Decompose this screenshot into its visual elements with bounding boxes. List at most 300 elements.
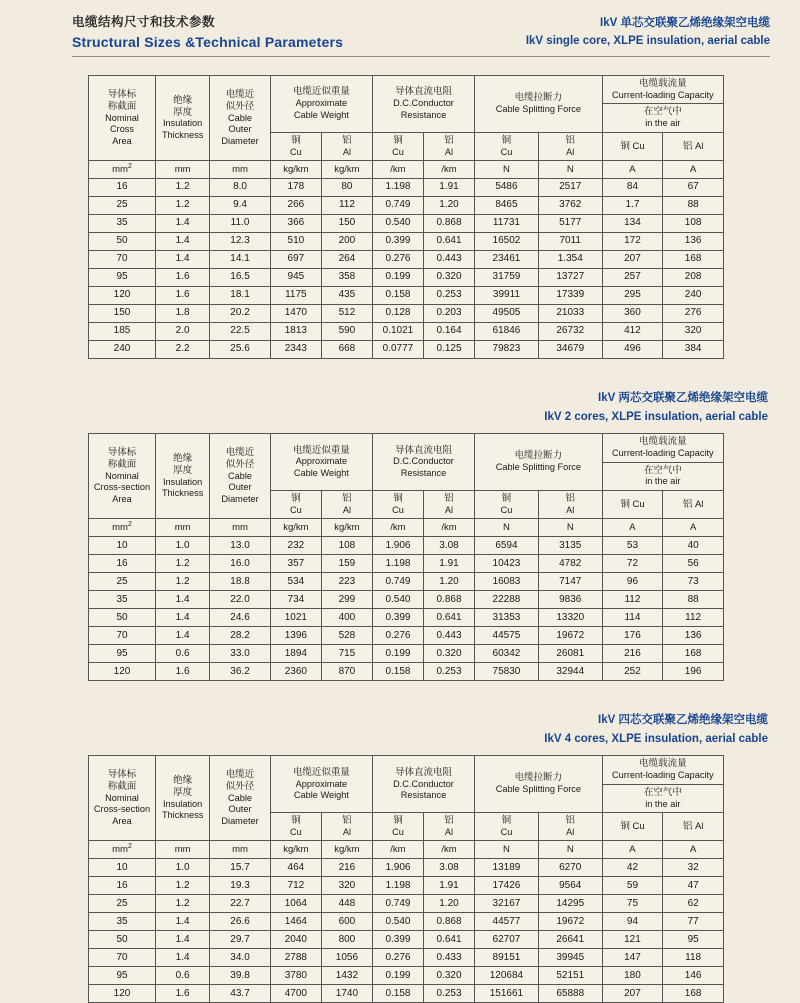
col-splitting-force: 电缆拉断力 Cable Splitting Force <box>475 76 603 133</box>
col-splitting-force: 电缆拉断力 Cable Splitting Force <box>475 756 603 813</box>
table-cell-0: 50 <box>89 931 156 949</box>
header-subtitle-en: IkV single core, XLPE insulation, aerial cable <box>525 35 770 47</box>
table-cell-4: 223 <box>321 573 372 591</box>
table-cell-9: 1.7 <box>602 197 663 215</box>
table-cell-6: 1.20 <box>423 573 474 591</box>
col-nominal-area: 导体标 称截面 Nominal Cross Area <box>89 76 156 161</box>
table-cell-8: 26641 <box>538 931 602 949</box>
table-cell-10: 208 <box>663 269 724 287</box>
table-cell-6: 1.91 <box>423 179 474 197</box>
table-cell-2: 18.8 <box>210 573 271 591</box>
table-cell-8: 52151 <box>538 967 602 985</box>
table-cell-3: 366 <box>270 215 321 233</box>
table-cell-4: 668 <box>321 341 372 359</box>
table-cell-10: 88 <box>663 197 724 215</box>
col-outer-diameter: 电缆近 似外径 Cable Outer Diameter <box>210 756 271 841</box>
table-wrapper-2 <box>0 433 800 681</box>
table-cell-10: 276 <box>663 305 724 323</box>
table-cell-0: 16 <box>89 555 156 573</box>
table-cell-8: 7011 <box>538 233 602 251</box>
table-cell-9: 114 <box>602 609 663 627</box>
table-cell-9: 75 <box>602 895 663 913</box>
table-cell-8: 13727 <box>538 269 602 287</box>
table-cell-0: 10 <box>89 859 156 877</box>
table-cell-9: 96 <box>602 573 663 591</box>
section-2-title-en: IkV 2 cores, XLPE insulation, aerial cable <box>544 411 768 424</box>
table-cell-7: 5486 <box>475 179 539 197</box>
unit-weight-al: kg/km <box>321 519 372 537</box>
table-cell-1: 1.6 <box>156 985 210 1003</box>
table-cell-0: 25 <box>89 197 156 215</box>
table-cell-0: 16 <box>89 179 156 197</box>
table-cell-10: 108 <box>663 215 724 233</box>
subcol-force-cu: 铜 Cu <box>475 813 539 841</box>
table-row <box>89 859 724 877</box>
table-cell-9: 295 <box>602 287 663 305</box>
table-cell-10: 67 <box>663 179 724 197</box>
table-cell-2: 14.1 <box>210 251 271 269</box>
table-cell-0: 95 <box>89 645 156 663</box>
table-cell-3: 2040 <box>270 931 321 949</box>
subcol-cap-al: 铝 Al <box>663 490 724 518</box>
table-cell-8: 9564 <box>538 877 602 895</box>
table-cell-2: 43.7 <box>210 985 271 1003</box>
table-cell-3: 1894 <box>270 645 321 663</box>
page-header <box>0 0 800 57</box>
units-row-1 <box>89 161 724 179</box>
table-cell-5: 1.198 <box>372 179 423 197</box>
table-cell-7: 151661 <box>475 985 539 1003</box>
table-cell-4: 112 <box>321 197 372 215</box>
section-3-title-en: IkV 4 cores, XLPE insulation, aerial cable <box>544 733 768 746</box>
table-cell-0: 25 <box>89 573 156 591</box>
table-cell-8: 26732 <box>538 323 602 341</box>
table-cell-2: 24.6 <box>210 609 271 627</box>
table-cell-9: 176 <box>602 627 663 645</box>
table-cell-2: 19.3 <box>210 877 271 895</box>
subcol-force-cu: 铜 Cu <box>475 490 539 518</box>
table-cell-0: 70 <box>89 949 156 967</box>
table-row <box>89 609 724 627</box>
table-cell-5: 1.906 <box>372 537 423 555</box>
table-cell-5: 0.199 <box>372 967 423 985</box>
table-cell-3: 734 <box>270 591 321 609</box>
table-cell-2: 33.0 <box>210 645 271 663</box>
table-cell-1: 1.2 <box>156 197 210 215</box>
table-cell-9: 134 <box>602 215 663 233</box>
table-cell-7: 16083 <box>475 573 539 591</box>
table-row <box>89 949 724 967</box>
table-cell-2: 16.5 <box>210 269 271 287</box>
table-cell-4: 108 <box>321 537 372 555</box>
table-cell-0: 16 <box>89 877 156 895</box>
subcol-res-al: 铝 Al <box>423 490 474 518</box>
table-cell-3: 2788 <box>270 949 321 967</box>
spec-table-3 <box>88 755 724 1003</box>
table-cell-9: 84 <box>602 179 663 197</box>
table-cell-2: 11.0 <box>210 215 271 233</box>
unit-thickness: mm <box>156 841 210 859</box>
table-cell-6: 0.433 <box>423 949 474 967</box>
table-cell-4: 320 <box>321 877 372 895</box>
table-cell-3: 232 <box>270 537 321 555</box>
col-cable-weight: 电缆近似重量 Approximate Cable Weight <box>270 76 372 133</box>
col-in-the-air: 在空气中 in the air <box>602 784 723 812</box>
table-row <box>89 645 724 663</box>
table-row <box>89 537 724 555</box>
table-cell-1: 1.6 <box>156 269 210 287</box>
table-cell-3: 1813 <box>270 323 321 341</box>
table-cell-4: 80 <box>321 179 372 197</box>
section-3-title-cn: IkV 四芯交联聚乙烯绝缘架空电缆 <box>598 714 768 727</box>
unit-res-cu: /km <box>372 519 423 537</box>
unit-force-cu: N <box>475 841 539 859</box>
table-row <box>89 251 724 269</box>
table-row <box>89 663 724 681</box>
table-cell-1: 1.4 <box>156 591 210 609</box>
table-cell-0: 150 <box>89 305 156 323</box>
table-cell-10: 118 <box>663 949 724 967</box>
table-cell-10: 146 <box>663 967 724 985</box>
unit-cap-al: A <box>663 841 724 859</box>
table-cell-2: 20.2 <box>210 305 271 323</box>
table-cell-4: 715 <box>321 645 372 663</box>
table-cell-10: 47 <box>663 877 724 895</box>
col-outer-diameter: 电缆近 似外径 Cable Outer Diameter <box>210 434 271 519</box>
table-cell-10: 168 <box>663 985 724 1003</box>
table-cell-0: 95 <box>89 967 156 985</box>
table-cell-6: 1.20 <box>423 895 474 913</box>
table-cell-6: 3.08 <box>423 859 474 877</box>
col-dc-resistance: 导体直流电阻 D.C.Conductor Resistance <box>372 434 474 491</box>
table-cell-8: 32944 <box>538 663 602 681</box>
unit-thickness: mm <box>156 519 210 537</box>
section-3-titles <box>0 711 800 745</box>
table-cell-8: 26081 <box>538 645 602 663</box>
table-cell-3: 1464 <box>270 913 321 931</box>
table-cell-7: 23461 <box>475 251 539 269</box>
table-cell-7: 120684 <box>475 967 539 985</box>
unit-weight-cu: kg/km <box>270 841 321 859</box>
table-row <box>89 323 724 341</box>
table-cell-2: 9.4 <box>210 197 271 215</box>
table-body-1 <box>89 179 724 359</box>
table-cell-4: 600 <box>321 913 372 931</box>
table-cell-8: 19672 <box>538 627 602 645</box>
table-cell-7: 32167 <box>475 895 539 913</box>
table-cell-5: 0.399 <box>372 233 423 251</box>
table-cell-4: 216 <box>321 859 372 877</box>
table-cell-6: 0.320 <box>423 645 474 663</box>
subcol-res-al: 铝 Al <box>423 132 474 160</box>
table-cell-0: 35 <box>89 913 156 931</box>
table-cell-3: 464 <box>270 859 321 877</box>
table-cell-7: 39911 <box>475 287 539 305</box>
table-cell-5: 1.198 <box>372 877 423 895</box>
table-cell-10: 136 <box>663 233 724 251</box>
unit-force-al: N <box>538 841 602 859</box>
table-cell-1: 0.6 <box>156 645 210 663</box>
table-header-row-2 <box>89 434 724 462</box>
table-cell-7: 31759 <box>475 269 539 287</box>
table-cell-2: 29.7 <box>210 931 271 949</box>
subcol-res-cu: 铜 Cu <box>372 132 423 160</box>
table-cell-8: 34679 <box>538 341 602 359</box>
table-cell-5: 0.199 <box>372 645 423 663</box>
subcol-force-al: 铝 Al <box>538 132 602 160</box>
table-cell-4: 1432 <box>321 967 372 985</box>
table-cell-3: 266 <box>270 197 321 215</box>
table-cell-10: 196 <box>663 663 724 681</box>
table-cell-1: 1.2 <box>156 179 210 197</box>
table-cell-6: 0.443 <box>423 251 474 269</box>
table-cell-4: 1740 <box>321 985 372 1003</box>
table-cell-5: 0.749 <box>372 197 423 215</box>
table-row <box>89 967 724 985</box>
table-cell-10: 240 <box>663 287 724 305</box>
table-cell-0: 185 <box>89 323 156 341</box>
table-cell-6: 1.91 <box>423 555 474 573</box>
table-cell-7: 8465 <box>475 197 539 215</box>
table-cell-6: 0.868 <box>423 591 474 609</box>
table-cell-9: 112 <box>602 591 663 609</box>
page-title-cn: 电缆结构尺寸和技术参数 <box>72 15 216 29</box>
table-cell-10: 88 <box>663 591 724 609</box>
table-cell-10: 95 <box>663 931 724 949</box>
table-cell-2: 28.2 <box>210 627 271 645</box>
table-cell-4: 159 <box>321 555 372 573</box>
spec-table-2 <box>88 433 724 681</box>
table-cell-1: 1.6 <box>156 663 210 681</box>
table-cell-5: 0.749 <box>372 895 423 913</box>
table-cell-1: 1.8 <box>156 305 210 323</box>
table-wrapper-3 <box>0 755 800 1003</box>
table-cell-1: 2.0 <box>156 323 210 341</box>
table-cell-2: 18.1 <box>210 287 271 305</box>
unit-area: $mm^2$ <box>89 161 156 179</box>
unit-res-al: /km <box>423 161 474 179</box>
table-cell-1: 1.4 <box>156 233 210 251</box>
table-cell-10: 56 <box>663 555 724 573</box>
col-cable-weight: 电缆近似重量 Approximate Cable Weight <box>270 756 372 813</box>
col-outer-diameter: 电缆近 似外径 Cable Outer Diameter <box>210 76 271 161</box>
table-cell-2: 26.6 <box>210 913 271 931</box>
subcol-cap-cu: 铜 Cu <box>602 490 663 518</box>
table-cell-8: 21033 <box>538 305 602 323</box>
table-cell-5: 1.906 <box>372 859 423 877</box>
table-cell-5: 0.276 <box>372 627 423 645</box>
table-cell-3: 3780 <box>270 967 321 985</box>
table-cell-3: 697 <box>270 251 321 269</box>
col-in-the-air: 在空气中 in the air <box>602 462 723 490</box>
table-cell-5: 0.276 <box>372 949 423 967</box>
col-dc-resistance: 导体直流电阻 D.C.Conductor Resistance <box>372 76 474 133</box>
table-cell-0: 240 <box>89 341 156 359</box>
unit-weight-cu: kg/km <box>270 519 321 537</box>
table-row <box>89 215 724 233</box>
table-cell-2: 25.6 <box>210 341 271 359</box>
table-cell-4: 512 <box>321 305 372 323</box>
table-cell-7: 16502 <box>475 233 539 251</box>
table-row <box>89 269 724 287</box>
table-cell-2: 39.8 <box>210 967 271 985</box>
table-cell-2: 13.0 <box>210 537 271 555</box>
table-cell-8: 3762 <box>538 197 602 215</box>
subcol-weight-al: 铝 Al <box>321 132 372 160</box>
table-cell-6: 0.125 <box>423 341 474 359</box>
table-wrapper-1 <box>0 75 800 359</box>
table-row <box>89 341 724 359</box>
table-cell-0: 35 <box>89 215 156 233</box>
section-2-titles <box>0 389 800 423</box>
table-cell-5: 0.276 <box>372 251 423 269</box>
table-cell-1: 1.2 <box>156 555 210 573</box>
table-body-2 <box>89 537 724 681</box>
table-cell-0: 10 <box>89 537 156 555</box>
table-cell-4: 200 <box>321 233 372 251</box>
table-cell-7: 10423 <box>475 555 539 573</box>
unit-res-al: /km <box>423 519 474 537</box>
subcol-res-al: 铝 Al <box>423 813 474 841</box>
table-cell-8: 1.354 <box>538 251 602 269</box>
col-dc-resistance: 导体直流电阻 D.C.Conductor Resistance <box>372 756 474 813</box>
table-cell-8: 13320 <box>538 609 602 627</box>
unit-weight-cu: kg/km <box>270 161 321 179</box>
table-cell-6: 1.91 <box>423 877 474 895</box>
table-cell-9: 496 <box>602 341 663 359</box>
table-cell-10: 62 <box>663 895 724 913</box>
table-cell-2: 22.7 <box>210 895 271 913</box>
table-cell-8: 7147 <box>538 573 602 591</box>
page-title-en: Structural Sizes &Technical Parameters <box>72 34 344 50</box>
table-cell-7: 22288 <box>475 591 539 609</box>
table-cell-9: 180 <box>602 967 663 985</box>
table-cell-1: 1.0 <box>156 537 210 555</box>
table-cell-8: 17339 <box>538 287 602 305</box>
table-cell-6: 3.08 <box>423 537 474 555</box>
table-cell-8: 2517 <box>538 179 602 197</box>
table-cell-10: 136 <box>663 627 724 645</box>
table-row <box>89 197 724 215</box>
table-cell-10: 112 <box>663 609 724 627</box>
table-cell-8: 39945 <box>538 949 602 967</box>
table-cell-10: 168 <box>663 645 724 663</box>
subcol-weight-cu: 铜 Cu <box>270 813 321 841</box>
subcol-force-al: 铝 Al <box>538 813 602 841</box>
section-2-title-cn: IkV 两芯交联聚乙烯绝缘架空电缆 <box>598 392 768 405</box>
table-cell-4: 870 <box>321 663 372 681</box>
subcol-force-al: 铝 Al <box>538 490 602 518</box>
table-cell-1: 1.4 <box>156 913 210 931</box>
subcol-weight-al: 铝 Al <box>321 813 372 841</box>
table-cell-3: 1470 <box>270 305 321 323</box>
table-cell-0: 70 <box>89 251 156 269</box>
subcol-res-cu: 铜 Cu <box>372 813 423 841</box>
table-cell-3: 534 <box>270 573 321 591</box>
table-cell-1: 1.4 <box>156 627 210 645</box>
unit-res-cu: /km <box>372 161 423 179</box>
table-cell-3: 2343 <box>270 341 321 359</box>
header-subtitle-cn: IkV 单芯交联聚乙烯绝缘架空电缆 <box>600 17 770 29</box>
table-cell-2: 34.0 <box>210 949 271 967</box>
table-cell-9: 412 <box>602 323 663 341</box>
subcol-weight-cu: 铜 Cu <box>270 490 321 518</box>
unit-res-cu: /km <box>372 841 423 859</box>
table-cell-1: 1.4 <box>156 251 210 269</box>
table-cell-8: 3135 <box>538 537 602 555</box>
table-cell-2: 8.0 <box>210 179 271 197</box>
table-row <box>89 895 724 913</box>
col-insulation-thickness: 绝缘 厚度 Insulation Thickness <box>156 76 210 161</box>
table-cell-4: 528 <box>321 627 372 645</box>
table-cell-6: 0.641 <box>423 609 474 627</box>
table-cell-5: 0.0777 <box>372 341 423 359</box>
table-cell-4: 1056 <box>321 949 372 967</box>
table-cell-8: 4782 <box>538 555 602 573</box>
unit-area: $mm^2$ <box>89 519 156 537</box>
table-cell-7: 31353 <box>475 609 539 627</box>
table-cell-2: 15.7 <box>210 859 271 877</box>
units-row-2 <box>89 519 724 537</box>
table-cell-3: 510 <box>270 233 321 251</box>
table-row <box>89 555 724 573</box>
unit-thickness: mm <box>156 161 210 179</box>
table-cell-4: 299 <box>321 591 372 609</box>
table-cell-7: 6594 <box>475 537 539 555</box>
table-cell-3: 2360 <box>270 663 321 681</box>
table-cell-2: 12.3 <box>210 233 271 251</box>
unit-diameter: mm <box>210 519 271 537</box>
table-cell-1: 1.2 <box>156 573 210 591</box>
table-cell-8: 14295 <box>538 895 602 913</box>
unit-diameter: mm <box>210 841 271 859</box>
unit-cap-al: A <box>663 161 724 179</box>
table-cell-1: 1.2 <box>156 895 210 913</box>
table-cell-6: 0.203 <box>423 305 474 323</box>
table-cell-10: 77 <box>663 913 724 931</box>
table-cell-4: 800 <box>321 931 372 949</box>
unit-weight-al: kg/km <box>321 161 372 179</box>
col-current-capacity: 电缆载流量 Current-loading Capacity <box>602 756 723 784</box>
table-cell-1: 0.6 <box>156 967 210 985</box>
col-splitting-force: 电缆拉断力 Cable Splitting Force <box>475 434 603 491</box>
table-cell-4: 358 <box>321 269 372 287</box>
table-cell-1: 2.2 <box>156 341 210 359</box>
table-cell-4: 400 <box>321 609 372 627</box>
table-row <box>89 591 724 609</box>
table-cell-5: 1.198 <box>372 555 423 573</box>
table-header-row-1 <box>89 76 724 104</box>
col-nominal-area: 导体标 称截面 Nominal Cross-section Area <box>89 756 156 841</box>
spec-table-1 <box>88 75 724 359</box>
table-cell-6: 0.641 <box>423 233 474 251</box>
table-cell-5: 0.540 <box>372 591 423 609</box>
table-cell-5: 0.1021 <box>372 323 423 341</box>
table-cell-7: 13189 <box>475 859 539 877</box>
table-cell-1: 1.2 <box>156 877 210 895</box>
table-cell-10: 40 <box>663 537 724 555</box>
table-cell-6: 1.20 <box>423 197 474 215</box>
col-nominal-area: 导体标 称截面 Nominal Cross-section Area <box>89 434 156 519</box>
table-row <box>89 573 724 591</box>
table-cell-5: 0.158 <box>372 985 423 1003</box>
table-row <box>89 627 724 645</box>
table-cell-3: 1064 <box>270 895 321 913</box>
subcol-cap-al: 铝 Al <box>663 132 724 160</box>
table-cell-0: 70 <box>89 627 156 645</box>
table-cell-7: 89151 <box>475 949 539 967</box>
unit-force-cu: N <box>475 161 539 179</box>
